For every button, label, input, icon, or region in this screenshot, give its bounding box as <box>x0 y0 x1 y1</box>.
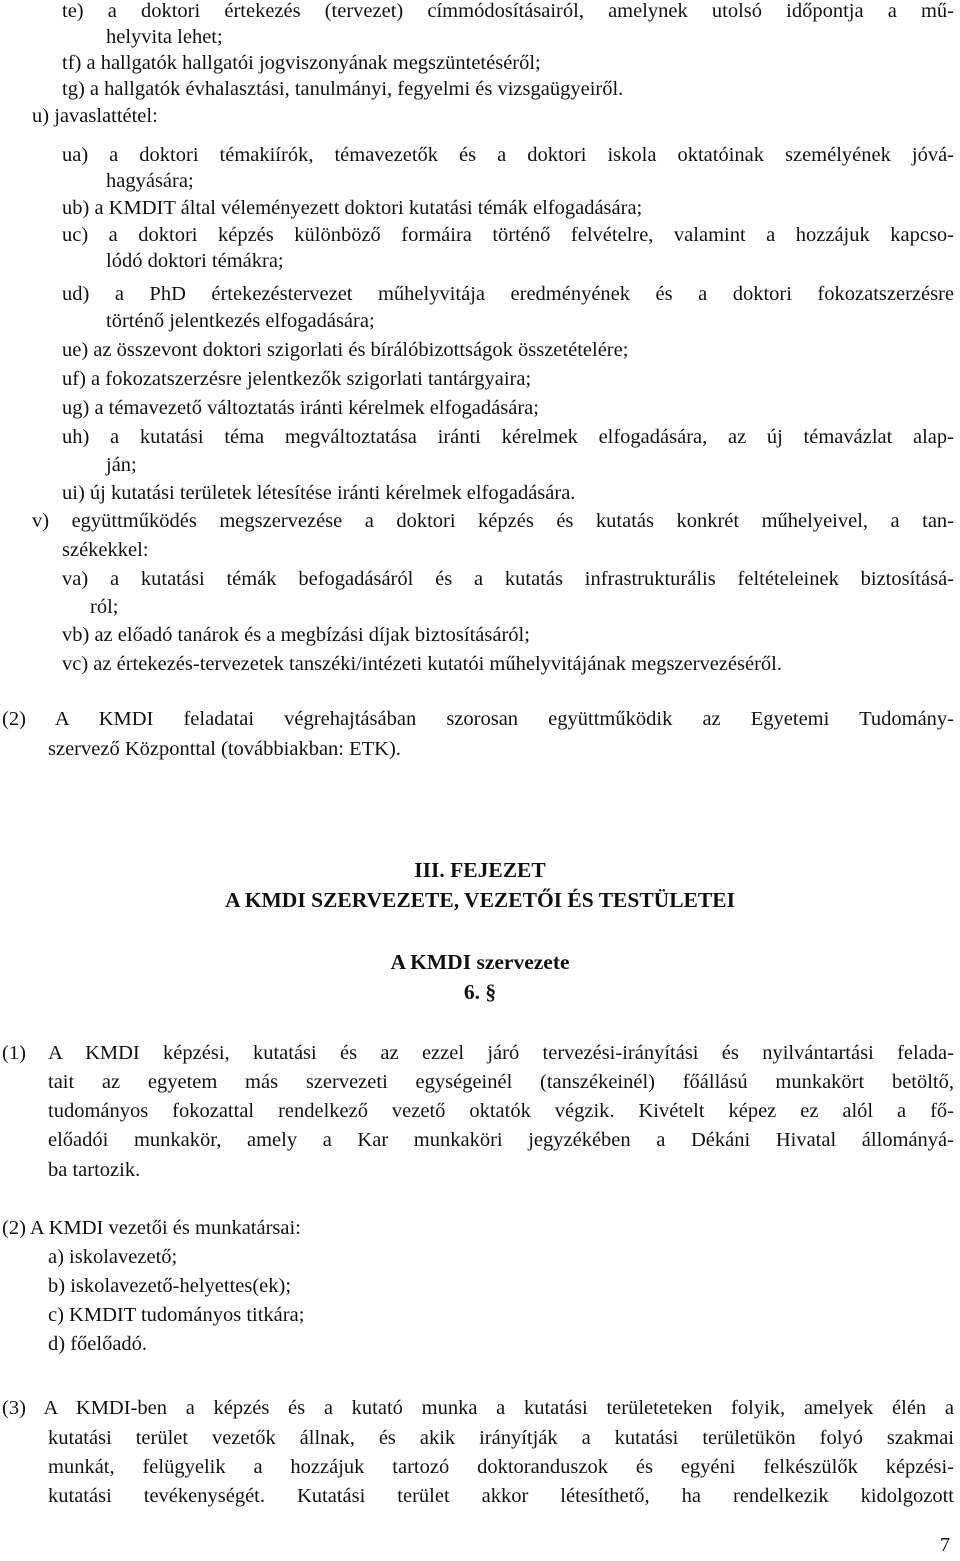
paragraph-2: (2) A KMDI feladatai végrehajtásában szorosan együttműködik az Egyetemi Tudomány- <box>2 708 954 730</box>
item-ud: ud) a PhD értekezéstervezet műhelyvitája eredményének és a doktori fokozatszerzésre <box>62 283 954 305</box>
paragraph-6-3-l2: kutatási terület vezetők állnak, és akik irányítják a kutatási területükön folyó szakmai <box>48 1427 954 1449</box>
paragraph-6-3-l3: munkát, felügyelik a hozzájuk tartozó doktoranduszok és egyéni felkészülők képzési- <box>48 1456 954 1478</box>
item-uc: uc) a doktori képzés különböző formáira történő felvételre, valamint a hozzájuk kapcso- <box>62 224 954 246</box>
item-uc-cont: lódó doktori témákra; <box>106 250 284 272</box>
item-uf: uf) a fokozatszerzésre jelentkezők szigorlati tantárgyaira; <box>62 368 532 390</box>
item-vb: vb) az előadó tanárok és a megbízási díjak biztosításáról; <box>62 624 530 646</box>
section-number: 6. § <box>463 980 497 1004</box>
paragraph-6-1-l4: előadói munkakör, amely a Kar munkaköri jegyzékében a Dékáni Hivatal állományá- <box>48 1129 954 1151</box>
list-item-d: d) főelőadó. <box>48 1333 148 1355</box>
chapter-title: A KMDI SZERVEZETE, VEZETŐI ÉS TESTÜLETEI <box>225 888 735 912</box>
item-ua: ua) a doktori témakiírók, témavezetők és a doktori iskola oktatóinak személyének jóvá- <box>62 144 954 166</box>
item-tg: tg) a hallgatók évhalasztási, tanulmányi, fegyelmi és vizsgaügyeiről. <box>62 78 624 100</box>
section-title: A KMDI szervezete <box>390 950 570 974</box>
list-item-c: c) KMDIT tudományos titkára; <box>48 1304 305 1326</box>
paragraph-6-2: (2) A KMDI vezetői és munkatársai: <box>2 1217 301 1239</box>
item-te-cont: helyvita lehet; <box>106 26 223 48</box>
page-number: 7 <box>940 1534 950 1556</box>
paragraph-6-1-l2: tait az egyetem más szervezeti egységeinél (tanszékeinél) főállású munkakört betöltő, <box>48 1071 954 1093</box>
paragraph-2-cont: szervező Központtal (továbbiakban: ETK). <box>48 738 401 760</box>
chapter-number: III. FEJEZET <box>414 858 546 882</box>
paragraph-6-1-l3: tudományos fokozattal rendelkező vezető oktatók végzik. Kivételt képez ez alól a fő- <box>48 1100 954 1122</box>
item-te: te) a doktori értekezés (tervezet) címmódosításairól, amelynek utolsó időpontja a mű- <box>62 0 954 22</box>
item-va-cont: ról; <box>90 596 119 618</box>
list-item-b: b) iskolavezető-helyettes(ek); <box>48 1275 292 1297</box>
item-ud-cont: történő jelentkezés elfogadására; <box>106 310 375 332</box>
item-v: v) együttműködés megszervezése a doktori képzés és kutatás konkrét műhelyeivel, a tan- <box>32 510 954 532</box>
item-va: va) a kutatási témák befogadásáról és a kutatás infrastrukturális feltételeinek biztosításá- <box>62 568 954 590</box>
item-tf: tf) a hallgatók hallgatói jogviszonyának megszüntetéséről; <box>62 52 541 74</box>
list-item-a: a) iskolavezető; <box>48 1246 178 1268</box>
paragraph-6-1: (1) A KMDI képzési, kutatási és az ezzel járó tervezési-irányítási és nyilvántartási felada- <box>2 1042 954 1064</box>
item-ue: ue) az összevont doktori szigorlati és bírálóbizottságok összetételére; <box>62 339 629 361</box>
item-vc: vc) az értekezés-tervezetek tanszéki/intézeti kutatói műhelyvitájának megszervezéséről. <box>62 653 782 675</box>
item-uh: uh) a kutatási téma megváltoztatása iránti kérelmek elfogadására, az új témavázlat alap- <box>62 426 954 448</box>
paragraph-6-1-l5: ba tartozik. <box>48 1159 141 1181</box>
item-u: u) javaslattétel: <box>32 105 158 127</box>
paragraph-6-3-l4: kutatási tevékenységét. Kutatási terület akkor létesíthető, ha rendelkezik kidolgozott <box>48 1485 954 1507</box>
item-ui: ui) új kutatási területek létesítése iránti kérelmek elfogadására. <box>62 482 576 504</box>
item-v-cont: székekkel: <box>62 539 149 561</box>
item-ug: ug) a témavezető változtatás iránti kérelmek elfogadására; <box>62 397 539 419</box>
paragraph-6-3: (3) A KMDI-ben a képzés és a kutató munka a kutatási területeteken folyik, amelyek élén a <box>2 1397 954 1419</box>
item-ua-cont: hagyására; <box>106 170 194 192</box>
item-ub: ub) a KMDIT által véleményezett doktori kutatási témák elfogadására; <box>62 197 643 219</box>
item-uh-cont: ján; <box>106 454 137 476</box>
